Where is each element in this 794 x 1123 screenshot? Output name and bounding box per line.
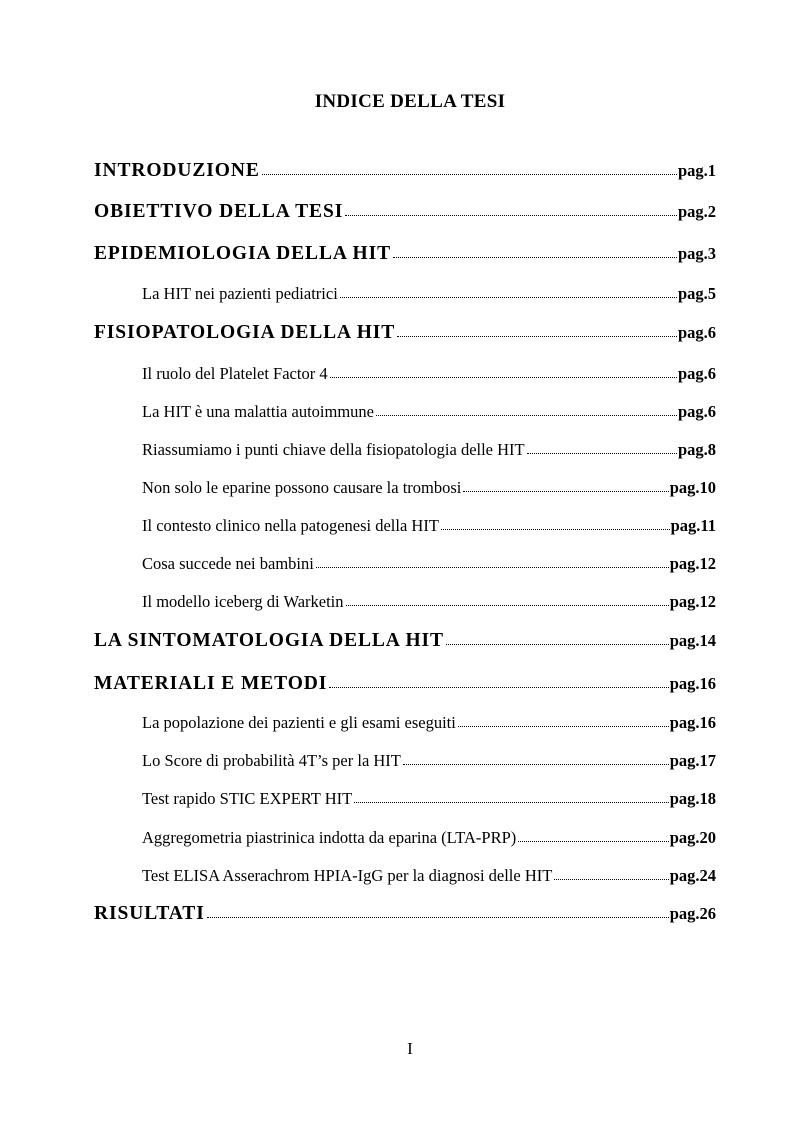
toc-entry-page: pag.10 — [669, 478, 716, 497]
page-number: I — [407, 1039, 413, 1058]
dot-leader — [441, 529, 670, 530]
dot-leader — [330, 377, 677, 378]
toc-entry[interactable] — [142, 364, 716, 384]
toc-entry-label: La popolazione dei pazienti e gli esami eseguiti — [142, 713, 456, 732]
dot-leader — [458, 726, 669, 727]
toc-entry[interactable] — [142, 751, 716, 771]
toc-entry-page: pag.16 — [669, 713, 716, 732]
toc-entry-label: La HIT è una malattia autoimmune — [142, 402, 374, 421]
toc-entry-page: pag.18 — [669, 789, 716, 808]
toc-entry-page: pag.11 — [670, 516, 716, 535]
toc-entry-page: pag.20 — [669, 828, 716, 847]
toc-entry-page: pag.12 — [669, 592, 716, 611]
toc-entry-page: pag.6 — [677, 323, 716, 342]
toc-entry[interactable] — [94, 322, 716, 344]
toc-entry-label: INTRODUZIONE — [94, 160, 260, 181]
toc-entry-label: Aggregometria piastrinica indotta da eparina (LTA-PRP) — [142, 828, 517, 847]
toc-entry-page: pag.26 — [669, 904, 716, 923]
dot-leader — [463, 491, 668, 492]
toc-entry-label: Lo Score di probabilità 4T’s per la HIT — [142, 751, 401, 770]
toc-entry[interactable] — [94, 243, 716, 265]
dot-leader — [345, 215, 677, 216]
toc-entry[interactable] — [142, 592, 716, 612]
toc-entry-label: Riassumiamo i punti chiave della fisiopatologia delle HIT — [142, 440, 525, 459]
toc-entry-label: RISULTATI — [94, 903, 205, 924]
toc-entry-page: pag.16 — [669, 674, 716, 693]
toc-entry-page: pag.2 — [677, 202, 716, 221]
toc-entry-label: Cosa succede nei bambini — [142, 554, 314, 573]
dot-leader — [554, 879, 668, 880]
toc-entry-label: Il modello iceberg di Warketin — [142, 592, 344, 611]
toc-entry-page: pag.6 — [677, 364, 716, 383]
toc-entry[interactable] — [142, 478, 716, 498]
toc-entry-label: MATERIALI E METODI — [94, 673, 328, 694]
dot-leader — [403, 764, 669, 765]
toc-entry-label: EPIDEMIOLOGIA DELLA HIT — [94, 243, 392, 264]
toc-entry-label: Il contesto clinico nella patogenesi della HIT — [142, 516, 439, 535]
toc-entry[interactable] — [94, 160, 716, 182]
toc-entry-page: pag.8 — [677, 440, 716, 459]
toc-entry-label: FISIOPATOLOGIA DELLA HIT — [94, 322, 396, 343]
toc-entry[interactable] — [142, 284, 716, 304]
toc-entry[interactable] — [142, 440, 716, 460]
dot-leader — [340, 297, 677, 298]
toc-entry-label: La HIT nei pazienti pediatrici — [142, 284, 338, 303]
dot-leader — [354, 802, 668, 803]
document-title: INDICE DELLA TESI — [314, 90, 506, 112]
dot-leader — [518, 841, 668, 842]
dot-leader — [446, 644, 669, 645]
dot-leader — [393, 257, 677, 258]
dot-leader — [527, 453, 677, 454]
dot-leader — [207, 917, 669, 918]
dot-leader — [376, 415, 677, 416]
toc-entry[interactable] — [94, 201, 716, 223]
toc-entry[interactable] — [142, 789, 716, 809]
toc-entry-label: LA SINTOMATOLOGIA DELLA HIT — [94, 630, 444, 651]
dot-leader — [397, 336, 677, 337]
toc-entry[interactable] — [142, 554, 716, 574]
toc-entry-page: pag.24 — [669, 866, 716, 885]
toc-entry[interactable] — [94, 673, 716, 695]
toc-entry-page: pag.17 — [669, 751, 716, 770]
toc-entry-label: Test rapido STIC EXPERT HIT — [142, 789, 353, 808]
toc-entry-label: OBIETTIVO DELLA TESI — [94, 201, 344, 222]
toc-entry-label: Il ruolo del Platelet Factor 4 — [142, 364, 328, 383]
toc-entry[interactable] — [142, 866, 716, 886]
toc-entry[interactable] — [142, 516, 716, 536]
toc-entry-label: Test ELISA Asserachrom HPIA-IgG per la diagnosi delle HIT — [142, 866, 553, 885]
toc-entry[interactable] — [142, 713, 716, 733]
toc-entry-page: pag.14 — [669, 631, 716, 650]
dot-leader — [346, 605, 669, 606]
toc-entry[interactable] — [94, 903, 716, 925]
dot-leader — [262, 174, 677, 175]
toc-entry-label: Non solo le eparine possono causare la trombosi — [142, 478, 462, 497]
dot-leader — [329, 687, 668, 688]
toc-entry-page: pag.3 — [677, 244, 716, 263]
toc-entry[interactable] — [142, 828, 716, 848]
toc-entry-page: pag.1 — [677, 161, 716, 180]
toc-entry[interactable] — [142, 402, 716, 422]
toc-entry-page: pag.6 — [677, 402, 716, 421]
toc-entry[interactable] — [94, 630, 716, 652]
dot-leader — [316, 567, 669, 568]
toc-entry-page: pag.12 — [669, 554, 716, 573]
toc-entry-page: pag.5 — [677, 284, 716, 303]
